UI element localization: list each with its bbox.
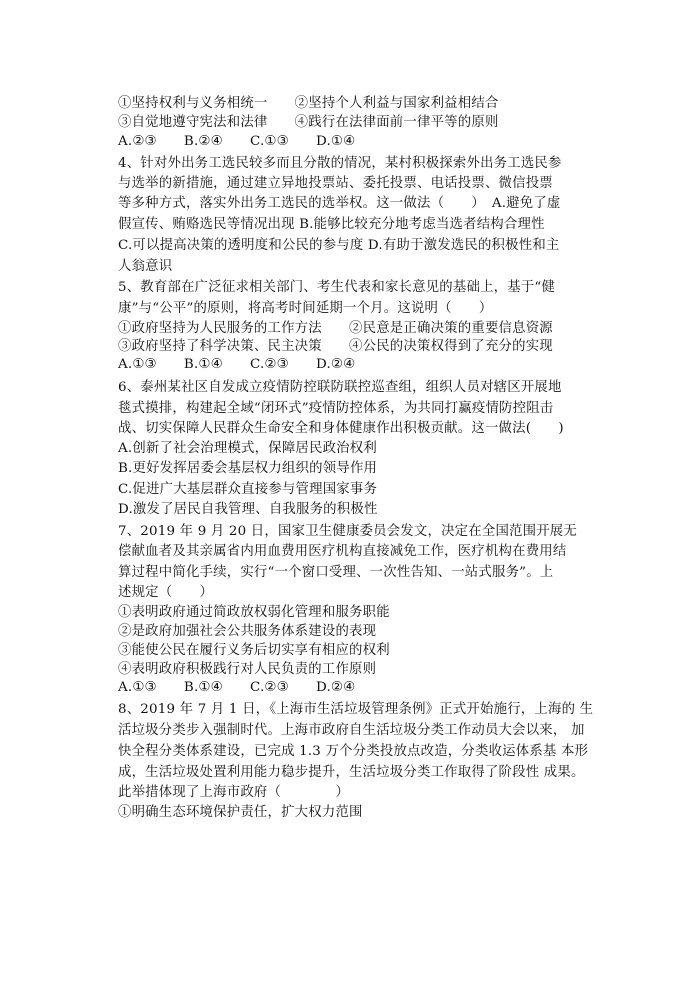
question-6-option: B.更好发挥居委会基层权力组织的领导作用: [118, 461, 378, 476]
option-line: ①表明政府通过简政放权弱化管理和服务职能: [118, 605, 390, 620]
question-4-option: C.可以提高决策的透明度和公民的参与度 D.有助于激发选民的积极性和主: [118, 238, 560, 253]
option-line: ③政府坚持了科学决策、民主决策 ④公民的决策权得到了充分的实现: [118, 339, 553, 354]
question-8-text: 活垃圾分类步入强制时代。上海市政府自生活垃圾分类工作动员大会以来， 加: [118, 723, 585, 738]
answer-choices: A.②③ B.②④ C.①③ D.①④: [118, 134, 356, 149]
question-6-text: 战、切实保障人民群众生命安全和身体健康作出积极贡献。这一做法( ): [118, 421, 564, 436]
question-8-text: 成，生活垃圾处置利用能力稳步提升，生活垃圾分类工作取得了阶段性 成果。: [118, 765, 585, 780]
question-6-option: D.激发了居民自我管理、自我服务的积极性: [118, 502, 378, 517]
question-8-text: 8、2019 年 7 月 1 日，《上海市生活垃圾管理条例》正式开始施行，上海的 生: [118, 702, 594, 717]
option-line: ③自觉地遵守宪法和法律 ④践行在法律面前一律平等的原则: [118, 115, 499, 130]
question-7-text: 偿献血者及其亲属省内用血费用医疗机构直接减免工作，医疗机构在费用结: [118, 544, 567, 559]
question-4-option: 假宣传、贿赂选民等情况出现 B.能够比较充分地考虑当选者结构合理性: [118, 217, 545, 232]
option-line: ②是政府加强社会公共服务体系建设的表现: [118, 624, 377, 639]
question-6-option: C.促进广大基层群众直接参与管理国家事务: [118, 482, 378, 497]
question-4-option: 人翁意识: [118, 259, 173, 274]
question-7-text: 7、2019 年 9 月 20 日，国家卫生健康委员会发文，决定在全国范围开展无: [118, 524, 577, 539]
question-6-text: 6、泰州某社区自发成立疫情防控联防联控巡查组，组织人员对辖区开展地: [118, 380, 562, 395]
option-line: ④表明政府积极践行对人民负责的工作原则: [118, 662, 377, 677]
answer-choices: A.①③ B.①④ C.②③ D.②④: [118, 680, 356, 695]
question-8-text: 快全程分类体系建设，已完成 1.3 万个分类投放点改造，分类收运体系基 本形: [118, 744, 589, 759]
question-5-text: 康”与“公平”的原则，将高考时间延期一个月。这说明（ ）: [118, 301, 493, 316]
question-4-text: 等多种方式，落实外出务工选民的选举权。这一做法（ ） A.避免了虚: [118, 196, 561, 211]
question-7-text: 述规定（ ）: [118, 585, 214, 600]
question-7-text: 算过程中简化手续，实行“一个窗口受理、一次性告知、一站式服务”。上: [118, 565, 554, 580]
question-5-text: 5、教育部在广泛征求相关部门、考生代表和家长意见的基础上，基于“健: [118, 280, 556, 295]
option-line: ①政府坚持为人民服务的工作方法 ②民意是正确决策的重要信息资源: [118, 321, 553, 336]
option-line: ①坚持权利与义务相统一 ②坚持个人利益与国家利益相结合: [118, 96, 499, 111]
option-line: ①明确生态环境保护责任，扩大权力范围: [118, 805, 363, 820]
question-6-option: A.创新了社会治理模式，保障居民政治权利: [118, 441, 377, 456]
question-4-text: 与选举的新措施，通过建立异地投票站、委托投票、电话投票、微信投票: [118, 176, 553, 191]
answer-choices: A.①③ B.①④ C.②③ D.②④: [118, 357, 356, 372]
option-line: ③能使公民在履行义务后切实享有相应的权利: [118, 643, 390, 658]
question-6-text: 毯式摸排，构建起全域“闭环式”疫情防控体系，为共同打赢疫情防控阻击: [118, 401, 554, 416]
question-8-text: 此举措体现了上海市政府（ ）: [118, 785, 350, 800]
question-4-text: 4、针对外出务工选民较多而且分散的情况，某村积极探索外出务工选民参: [118, 156, 562, 171]
